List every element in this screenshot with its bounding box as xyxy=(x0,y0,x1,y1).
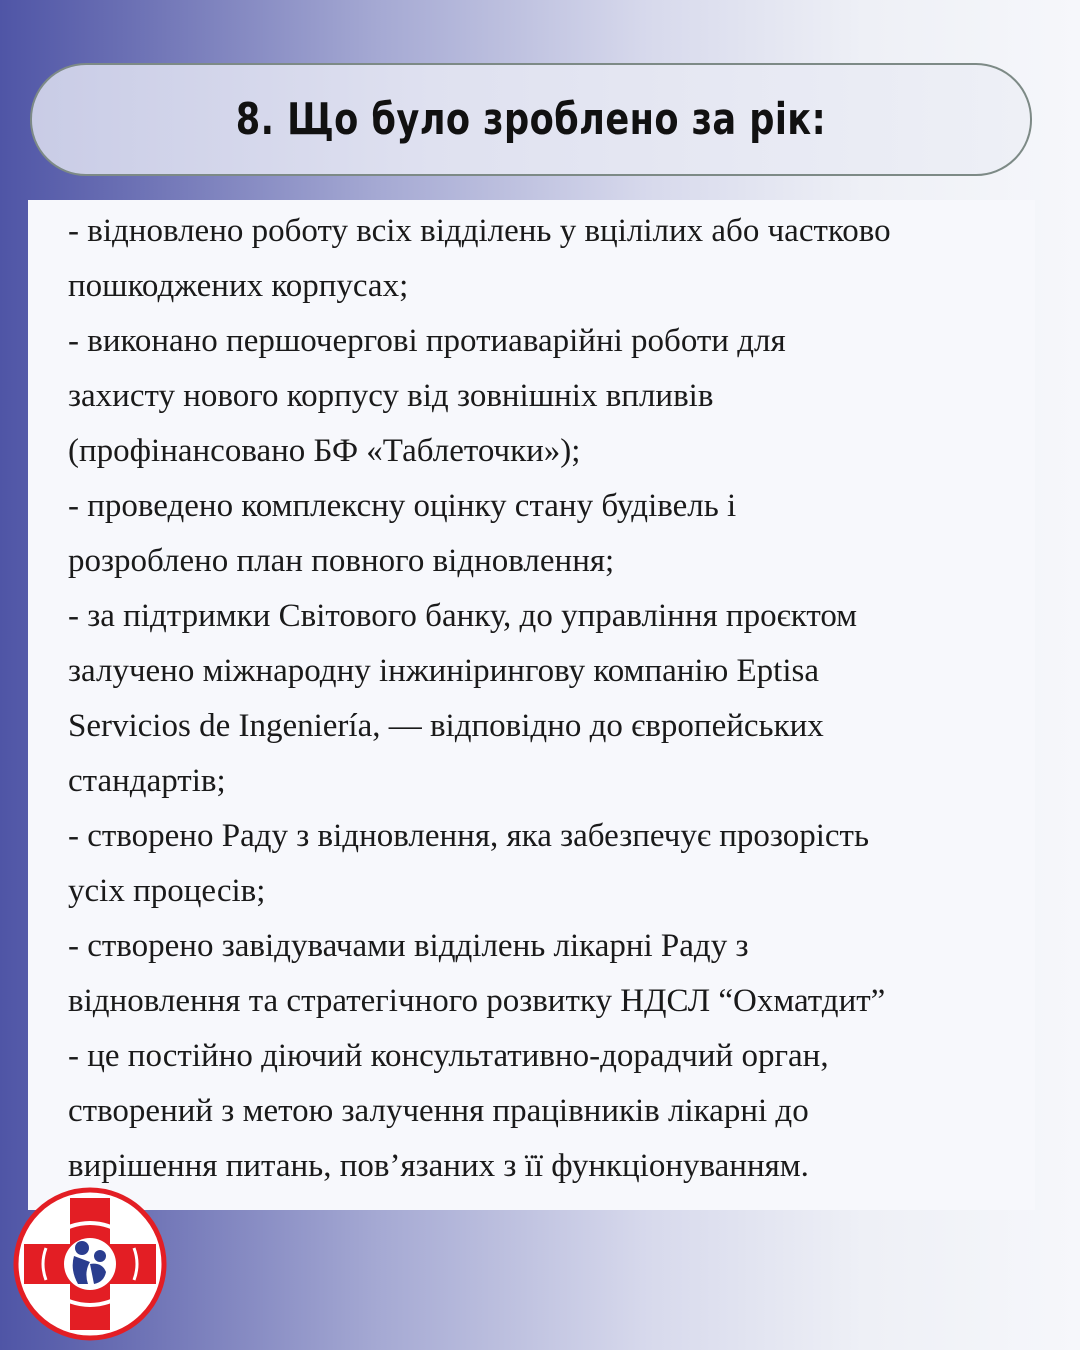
text-line: усіх процесів; xyxy=(68,873,266,909)
text-line: захисту нового корпусу від зовнішніх впливів xyxy=(68,378,714,414)
hospital-cross-logo-icon xyxy=(12,1186,168,1342)
text-line: створений з метою залучення працівників лікарні до xyxy=(68,1093,809,1129)
text-line: - створено завідувачами відділень лікарні Раду з xyxy=(68,928,749,964)
text-line: відновлення та стратегічного розвитку НДСЛ “Охматдит” xyxy=(68,983,886,1019)
content-text xyxy=(68,204,1028,1194)
text-line: розроблено план повного відновлення; xyxy=(68,543,615,579)
text-line: - виконано першочергові протиаварійні роботи для xyxy=(68,323,786,359)
text-line: - створено Раду з відновлення, яка забезпечує прозорість xyxy=(68,818,870,854)
text-line: (профінансовано БФ «Таблеточки»); xyxy=(68,433,581,469)
text-line: - за підтримки Світового банку, до управління проєктом xyxy=(68,598,858,634)
text-line: пошкоджених корпусах; xyxy=(68,268,409,304)
content-panel xyxy=(28,200,1035,1210)
title-banner xyxy=(30,63,1032,176)
text-line: Servicios de Ingeniería, — відповідно до європейських xyxy=(68,708,824,744)
text-line: - проведено комплексну оцінку стану будівель і xyxy=(68,488,737,524)
text-line: стандартів; xyxy=(68,763,226,799)
page-title: 8. Що було зроблено за рік: xyxy=(235,94,827,145)
text-line: - це постійно діючий консультативно-дорадчий орган, xyxy=(68,1038,829,1074)
text-line: - відновлено роботу всіх відділень у вцілілих або частково xyxy=(68,213,891,249)
text-line: вирішення питань, пов’язаних з її функціонуванням. xyxy=(68,1148,809,1184)
text-line: залучено міжнародну інжинірингову компанію Eptisa xyxy=(68,653,819,689)
